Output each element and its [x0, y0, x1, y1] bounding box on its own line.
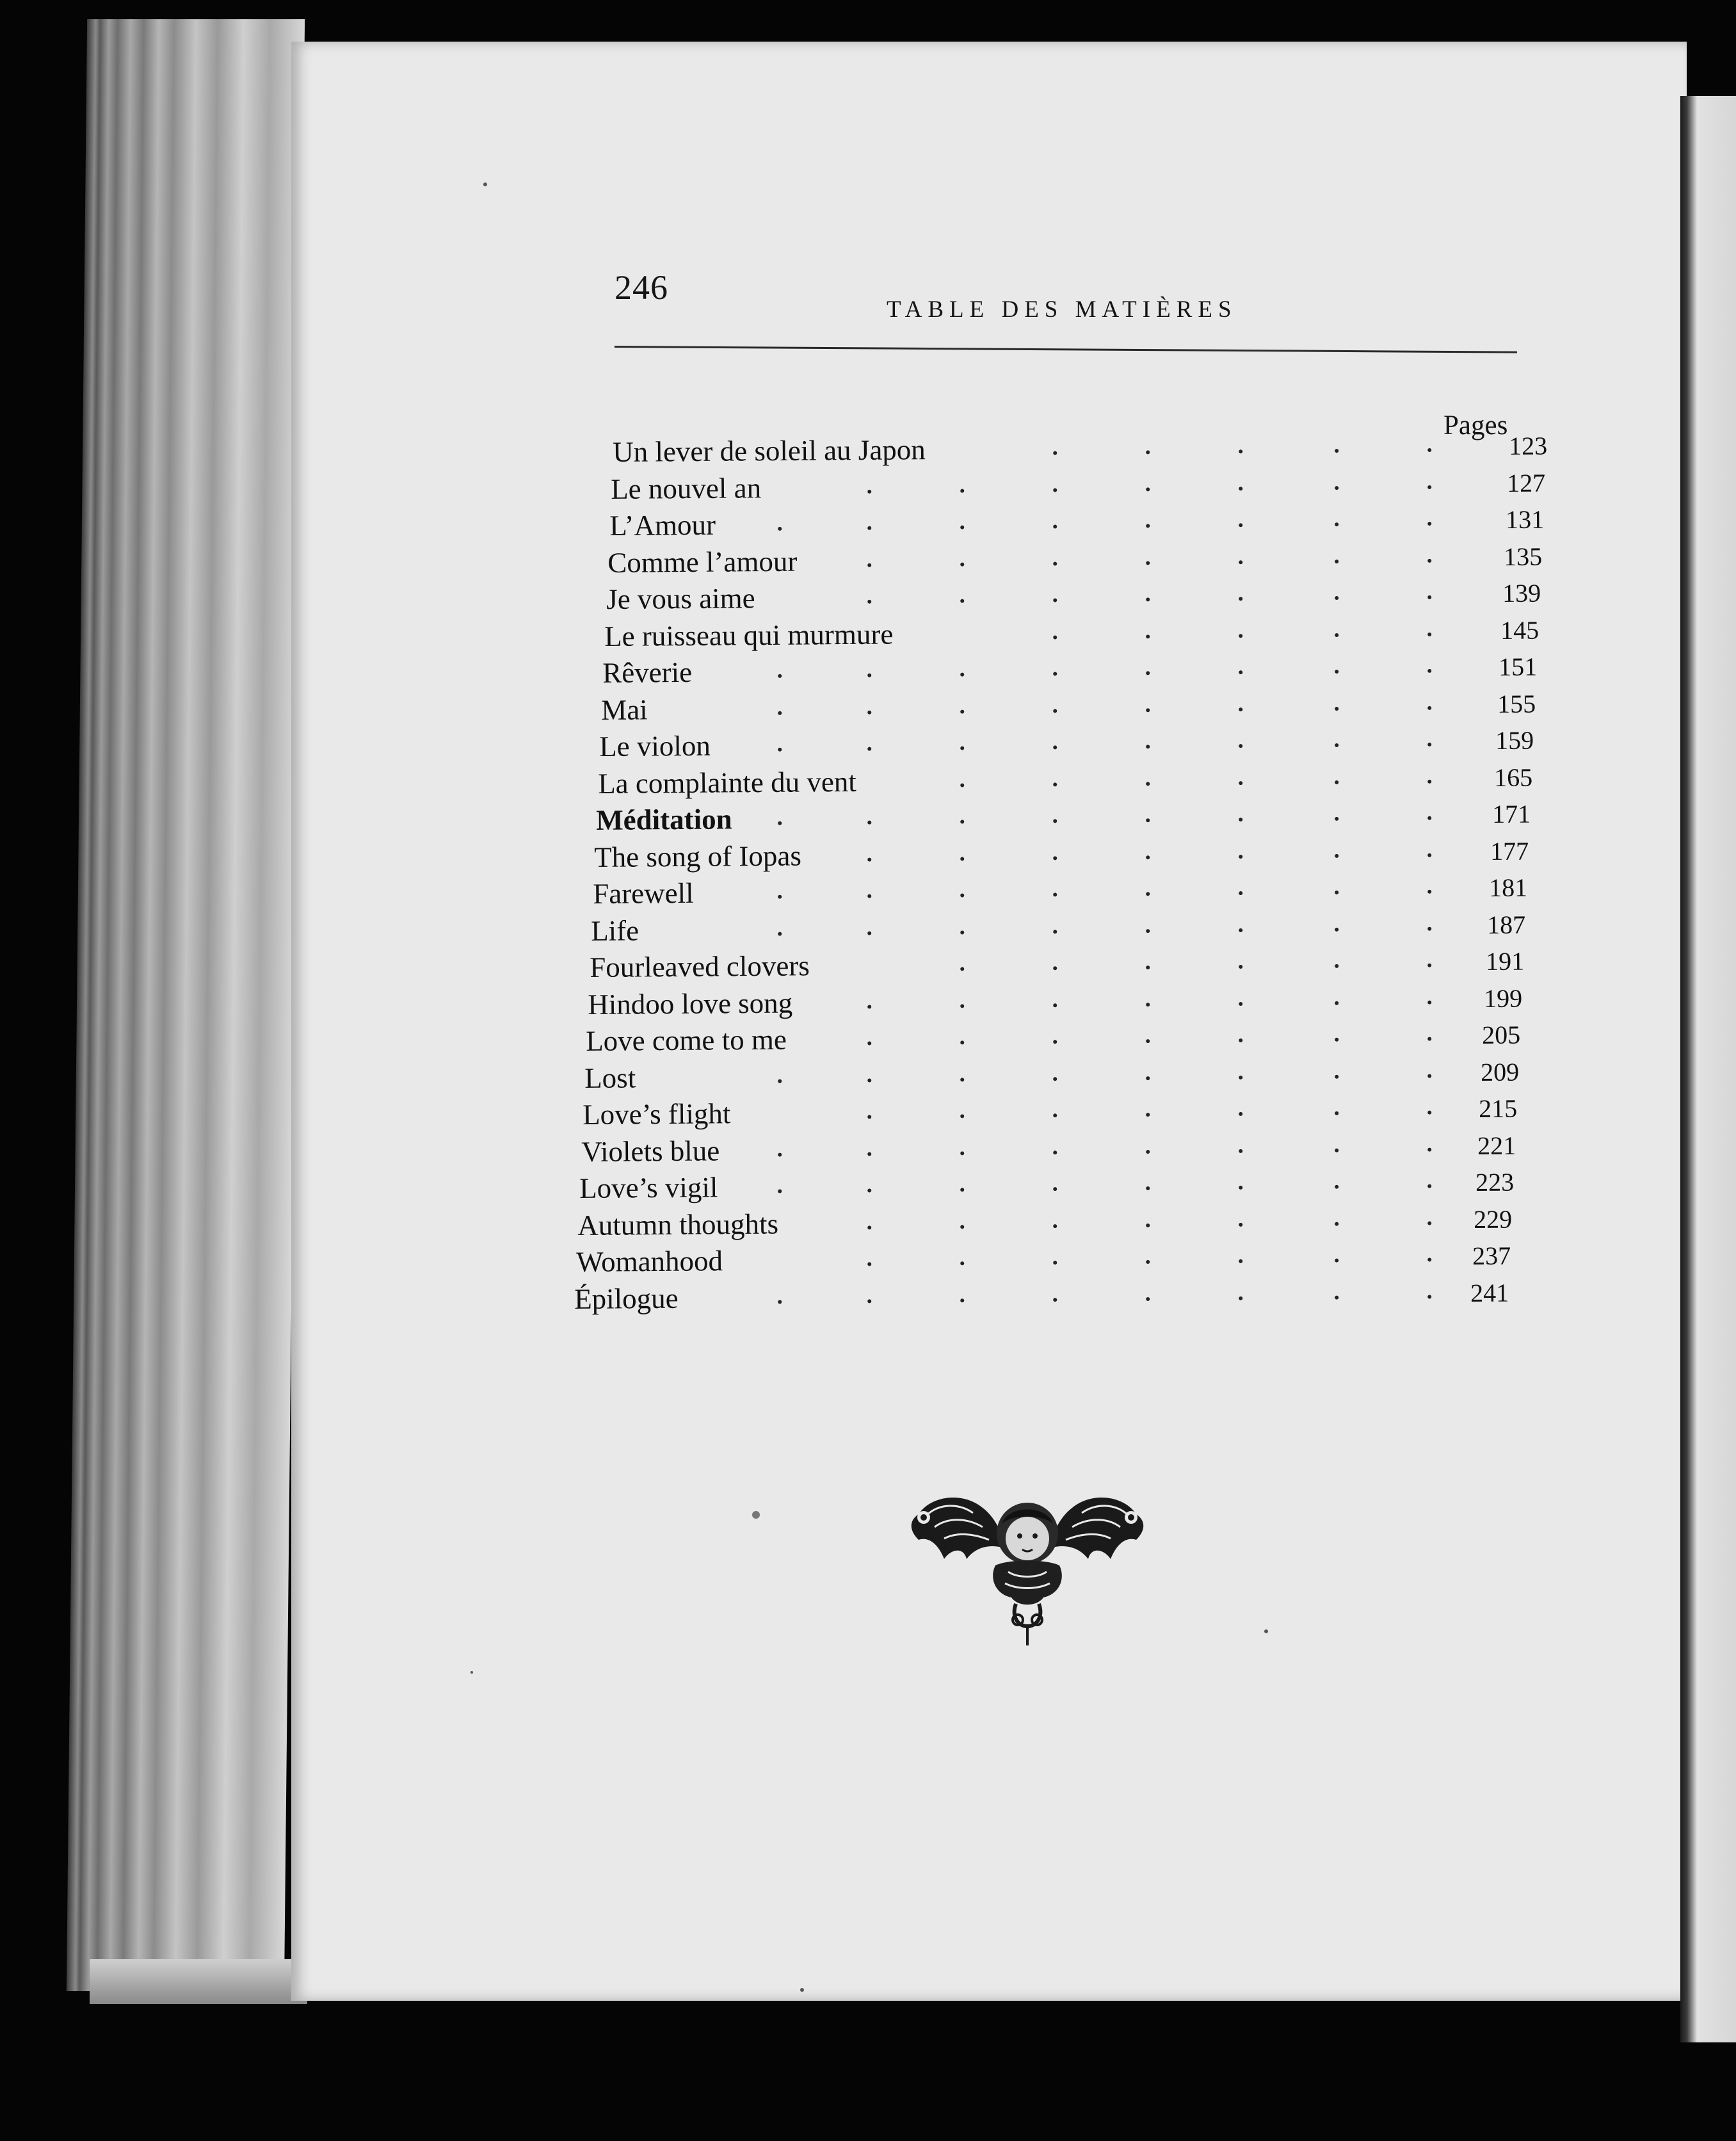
toc-entry-page: 159: [1495, 725, 1534, 755]
toc-entry-title: Rêverie: [602, 656, 693, 689]
toc-entry: [607, 538, 1542, 581]
toc-entry-page: 139: [1502, 578, 1541, 608]
running-head-title: TABLE DES MATIÈRES: [887, 296, 1237, 323]
toc-entry: [601, 686, 1536, 729]
toc-entry: [596, 796, 1531, 839]
toc-entry: [602, 649, 1537, 692]
toc-entry: [576, 1238, 1511, 1281]
toc-entry: [583, 1091, 1517, 1134]
toc-entry: [593, 870, 1527, 913]
toc-entry-title: Love’s vigil: [579, 1171, 718, 1204]
toc-entry-title: Le ruisseau qui murmure: [604, 617, 894, 652]
toc-entry-title: The song of Iopas: [594, 839, 802, 873]
toc-entry-page: 237: [1472, 1241, 1511, 1271]
toc-entry-title: Comme l’amour: [607, 545, 798, 579]
toc-entry: [579, 1165, 1514, 1208]
toc-entry-page: 241: [1470, 1278, 1509, 1307]
toc-entry: [598, 759, 1532, 802]
toc-entry-page: 187: [1487, 910, 1526, 939]
toc-entry-title: Fourleaved clovers: [589, 949, 810, 983]
toc-entry-page: 205: [1482, 1020, 1521, 1050]
toc-entry-page: 229: [1474, 1204, 1513, 1234]
pages-column-heading: Pages: [1443, 410, 1508, 440]
toc-entry-title: Hindoo love song: [588, 986, 793, 1021]
toc-entry-title: Love’s flight: [583, 1097, 731, 1131]
toc-entry-title: Je vous aime: [606, 582, 755, 615]
toc-entry-page: 123: [1508, 431, 1548, 461]
toc-entry-page: 209: [1480, 1057, 1520, 1087]
toc-entry-page: 223: [1475, 1167, 1515, 1197]
toc-entry: [594, 833, 1529, 876]
toc-entry-title: La complainte du vent: [597, 765, 856, 800]
toc-entry-title: Autumn thoughts: [577, 1208, 779, 1241]
toc-entry-title: Womanhood: [575, 1245, 723, 1278]
toc-entry-title: Un lever de soleil au Japon: [613, 433, 926, 468]
toc-entry-title: Violets blue: [581, 1134, 720, 1168]
toc-entry: [599, 723, 1534, 766]
toc-entry: [581, 1127, 1516, 1170]
toc-entry: [611, 465, 1545, 508]
toc-entry-title: Farewell: [592, 877, 694, 910]
toc-entry: [606, 576, 1541, 618]
toc-entry-title: Lost: [584, 1061, 636, 1094]
toc-entry-page: 145: [1500, 615, 1539, 645]
toc-entry-title: Le violon: [599, 729, 711, 763]
toc-entry-page: 181: [1488, 873, 1528, 903]
toc-entry-page: 221: [1477, 1131, 1516, 1160]
toc-entry: [588, 980, 1522, 1023]
toc-entry: [591, 907, 1525, 949]
toc-entry-page: 135: [1504, 542, 1543, 571]
toc-entry-page: 155: [1497, 689, 1536, 718]
toc-entry-page: 151: [1499, 652, 1538, 682]
toc-entry-title: L’Amour: [609, 508, 716, 542]
toc-entry: [584, 1054, 1519, 1097]
toc-entry-page: 199: [1483, 983, 1523, 1013]
cherub-with-wings-icon: [906, 1489, 1149, 1649]
toc-entry-title: Épilogue: [574, 1282, 679, 1315]
toc-entry: [574, 1275, 1509, 1318]
toc-entry: [586, 1017, 1520, 1060]
toc-entry: [613, 428, 1547, 471]
toc-entry: [609, 502, 1544, 545]
toc-entry-title: Méditation: [596, 803, 732, 836]
toc-entry-page: 165: [1493, 763, 1532, 792]
toc-entry-page: 177: [1490, 836, 1529, 866]
toc-entry-page: 127: [1507, 468, 1546, 497]
toc-entry: [577, 1201, 1512, 1244]
toc-entry-title: Le nouvel an: [611, 471, 762, 505]
toc-entry: [590, 944, 1524, 987]
toc-entry-page: 131: [1505, 505, 1545, 535]
toc-entry-title: Love come to me: [586, 1023, 787, 1057]
toc-entry-page: 171: [1491, 799, 1531, 829]
toc-entry-title: Life: [591, 914, 639, 947]
page-number: 246: [615, 268, 668, 307]
toc-entry-page: 215: [1479, 1094, 1518, 1124]
toc-entry-page: 191: [1485, 946, 1524, 976]
toc-entry-title: Mai: [600, 693, 648, 726]
toc-entry: [604, 612, 1539, 655]
